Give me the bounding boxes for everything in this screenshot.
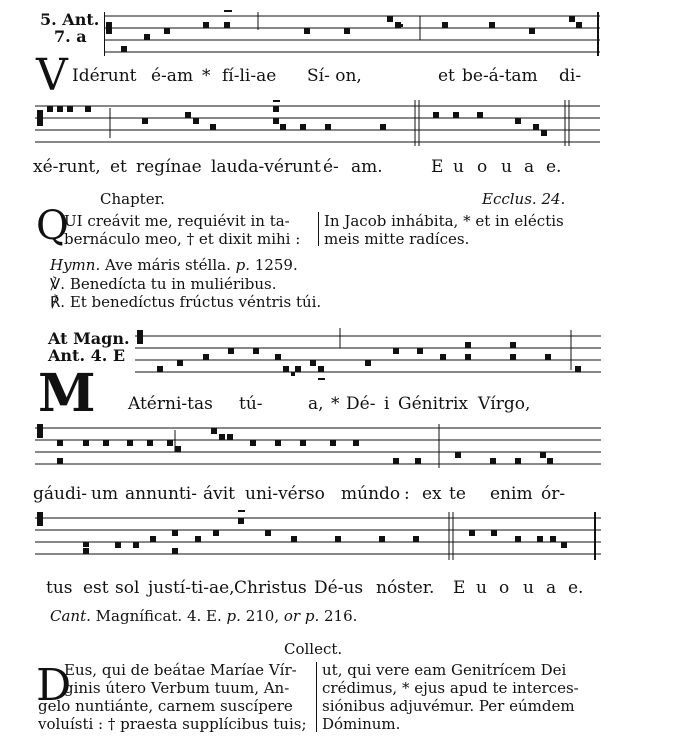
collect-left-line-3: gelo nuntiánte, carnem suscípere bbox=[38, 697, 293, 715]
music-staff-antiphon-1 bbox=[104, 10, 600, 60]
drop-cap-q: Q bbox=[36, 203, 69, 249]
collect-left-line-2: ginis útero Verbum tuum, An- bbox=[64, 679, 290, 697]
magnificat-label: At Magn. Ant. 4. E bbox=[48, 329, 130, 365]
antiphon-label: 5. Ant. 7. a bbox=[40, 10, 100, 46]
drop-cap-m: M bbox=[38, 363, 96, 424]
collect-left-line-1: Eus, qui de beátae Maríae Vír- bbox=[64, 661, 297, 679]
collect-heading: Collect. bbox=[284, 640, 343, 658]
response-line: ℟. Et benedíctus frúctus véntris túi. bbox=[50, 293, 322, 311]
music-staff-magnificat-2 bbox=[35, 422, 601, 474]
chapter-left-line-1: UI creávit me, requiévit in ta- bbox=[64, 212, 290, 230]
antiphon-lyrics-line-1: Idérunt é-am * fí-li-ae Sí- on, et be-á-tam di- bbox=[72, 66, 582, 86]
chapter-right-line-2: meis mitte radíces. bbox=[324, 230, 470, 248]
magnificat-lyrics-line-3: tus est sol justí-ti-ae, Christus Dé-us nóster. E u o u a e. bbox=[46, 578, 584, 598]
collect-right-line-1: ut, qui vere eam Genitrícem Dei bbox=[322, 661, 567, 679]
music-staff-magnificat-1 bbox=[135, 326, 601, 380]
drop-cap-v: V bbox=[36, 50, 68, 101]
music-staff-magnificat-3 bbox=[35, 510, 601, 566]
chapter-left-line-2: bernáculo meo, † et dixit mihi : bbox=[64, 230, 301, 248]
magnificat-lyrics-line-1: Atérni-tas tú- a, * Dé- i Génitrix Vírgo, bbox=[128, 394, 531, 414]
canticle-line: Cant. Magníficat. 4. E. p. 210, or p. 216. bbox=[50, 607, 358, 625]
versicle-line: ℣. Benedícta tu in muliéribus. bbox=[50, 275, 277, 293]
antiphon-lyrics-line-2: xé-runt, et regínae lauda-vérunt é- am. E u o u a e. bbox=[33, 157, 562, 177]
magnificat-lyrics-line-2: gáudi- um annunti- ávit uni-vérso múndo : ex te enim ór- bbox=[33, 484, 566, 504]
collect-right-line-3: siónibus adjuvémur. Per eúmdem bbox=[322, 697, 575, 715]
column-divider bbox=[318, 212, 319, 246]
hymn-line: Hymn. Ave máris stélla. p. 1259. bbox=[50, 256, 298, 274]
collect-right-line-4: Dóminum. bbox=[322, 715, 401, 733]
column-divider bbox=[316, 662, 317, 732]
chapter-right-line-1: In Jacob inhábita, * et in eléctis bbox=[324, 212, 564, 230]
chapter-heading: Chapter. bbox=[100, 190, 165, 208]
drop-cap-d: D bbox=[36, 660, 72, 711]
chapter-reference: Ecclus. 24. bbox=[482, 190, 566, 208]
collect-left-line-4: voluísti : † praesta supplícibus tuis; bbox=[38, 715, 307, 733]
music-staff-antiphon-2 bbox=[35, 98, 600, 150]
collect-right-line-2: crédimus, * ejus apud te interces- bbox=[322, 679, 579, 697]
